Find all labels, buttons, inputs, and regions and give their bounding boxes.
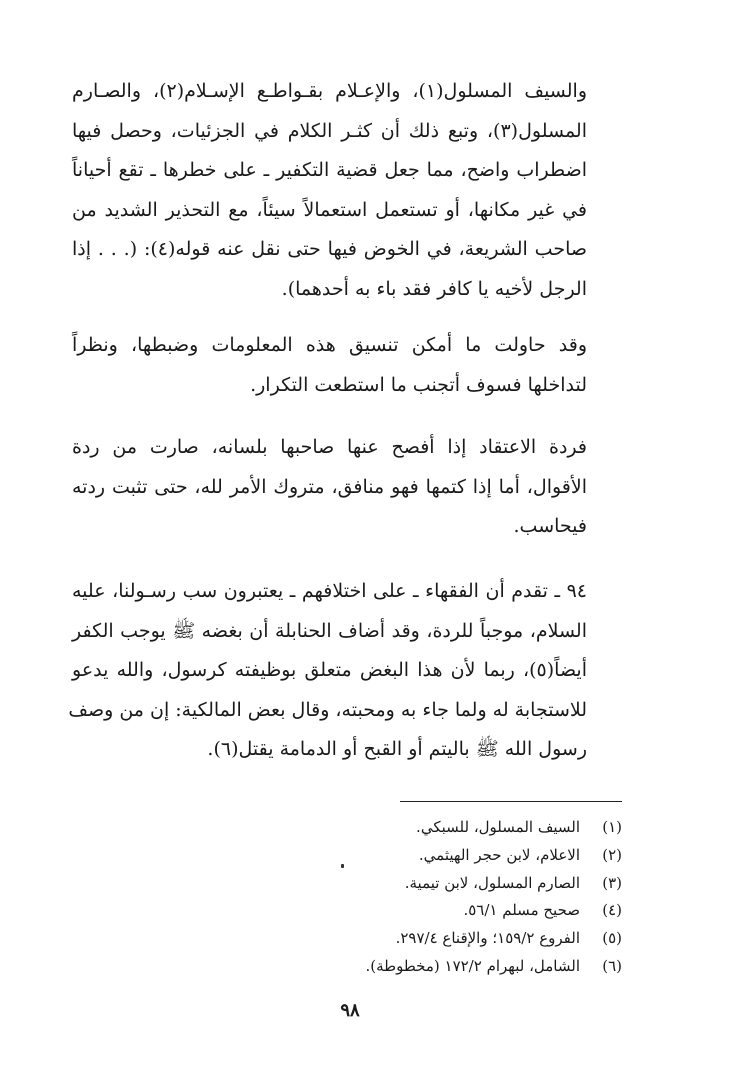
text-line: الأقوال، أما إذا كتمها فهو منافق، متروك الأمر لله، حتى تثبت ردته [72,475,587,498]
footnote-number: (٢) [602,845,622,864]
text-line: للاستجابة له ولما جاء به ومحبته، وقال بعض المالكية: إن من وصف [68,698,587,721]
text-line: رسول الله ﷺ باليتم أو القبح أو الدمامة يقتل(٦). [207,738,587,760]
footnote-divider [400,801,622,802]
footnote-item [300,953,622,981]
page-number: ٩٨ [340,1000,360,1021]
text-line: فردة الاعتقاد إذا أفصح عنها صاحبها بلسانه، صارت من ردة [72,436,587,458]
text-line: صاحب الشريعة، في الخوض فيها حتى نقل عنه قوله(٤): (. . . إذا [72,238,587,260]
footnotes [300,814,622,981]
text-line: والسيف المسلول(١)، والإعـلام بقـواطـع الإسـلام(٢)، والصـارم [72,80,587,102]
text-line: ٩٤ ـ تقدم أن الفقهاء ـ على اختلافهم ـ يعتبرون سب رسـولنا، عليه [72,580,587,602]
footnote-item [300,870,622,898]
footnote-number: (٣) [602,873,622,892]
footnote-text: صحيح مسلم ٥٦/١. [463,901,580,920]
footnote-text: الاعلام، لابن حجر الهيثمي. [418,845,580,864]
text-line: في غير مكانها، أو تستعمل استعمالاً سيئاً، مع التحذير الشديد من [72,198,587,221]
text-line: فيحاسب. [513,515,587,537]
text-line: الرجل لأخيه يا كافر فقد باء به أحدهما). [281,277,587,300]
paragraph-1 [72,72,587,309]
footnote-item [300,842,622,870]
footnote-text: الشامل، لبهرام ١٧٢/٢ (مخطوطة). [365,956,580,975]
footnote-item [300,814,622,842]
paragraph-4 [68,572,587,770]
footnote-number: (٤) [602,901,622,920]
footnote-number: (١) [602,818,622,836]
text-line: وقد حاولت ما أمكن تنسيق هذه المعلومات وضبطها، ونظراً [72,334,587,356]
footnote-text: السيف المسلول، للسبكي. [416,818,580,836]
footnote-item [300,925,622,953]
text-line: السلام، موجباً للردة، وقد أضاف الحنابلة أن بغضه ﷺ يوجب الكفر [72,619,587,642]
footnote-text: الفروع ١٥٩/٢؛ والإقناع ٢٩٧/٤. [395,929,580,948]
text-line: لتداخلها فسوف أتجنب ما استطعت التكرار. [250,373,587,396]
footnote-number: (٥) [602,929,622,948]
text-line: أيضاً(٥)، ربما لأن هذا البغض متعلق بوظيفته كرسول، والله يدعو [72,659,587,681]
paragraph-3 [72,428,587,547]
footnote-item [300,897,622,925]
text-line: المسلول(٣)، وتبع ذلك أن كثـر الكلام في الجزئيات، وحصل فيها [72,119,587,142]
paragraph-2 [72,326,587,405]
footnote-number: (٦) [602,956,622,975]
footnote-text: الصارم المسلول، لابن تيمية. [404,873,580,892]
text-line: اضطراب واضح، مما جعل قضية التكفير ـ على خطرها ـ تقع أحياناً [72,159,587,181]
scan-speck [341,864,344,868]
